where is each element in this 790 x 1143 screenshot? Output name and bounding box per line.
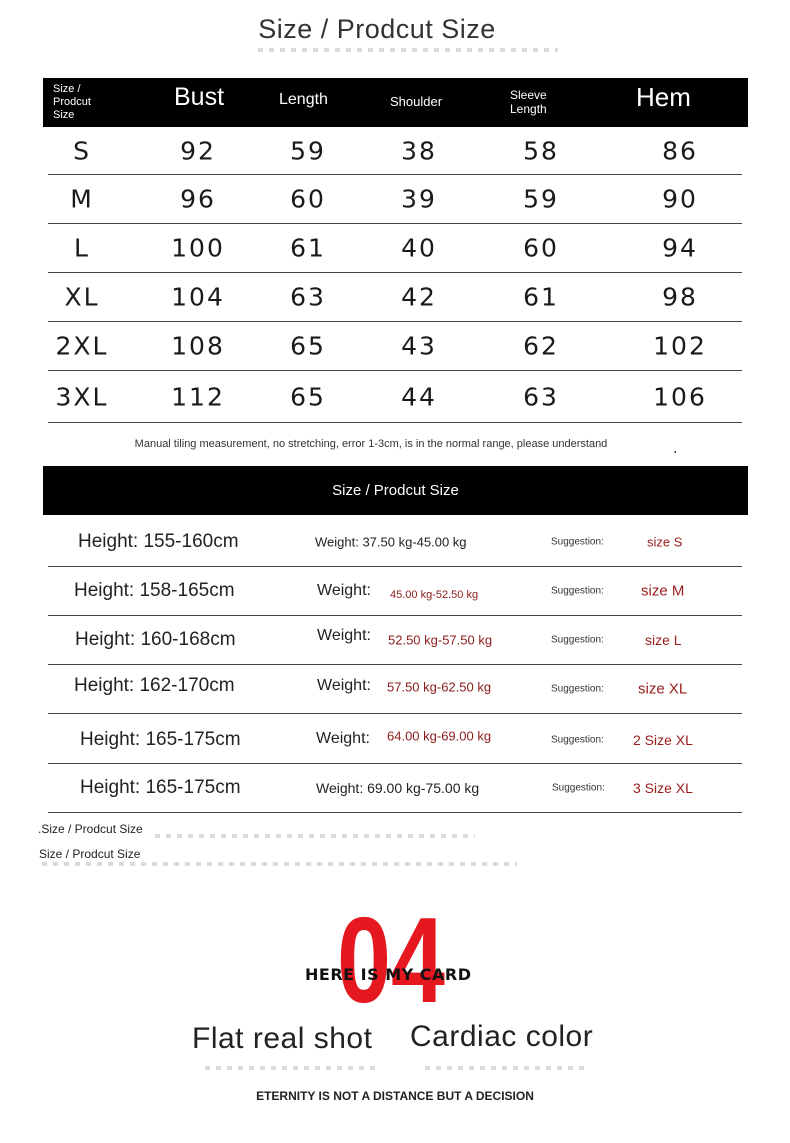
- weight-range: Weight: 37.50 kg-45.00 kg: [315, 534, 467, 550]
- header-size: Size / Prodcut Size: [53, 83, 91, 121]
- table-row: [48, 764, 742, 813]
- cell-shoulder: 40: [401, 233, 437, 263]
- footnote-2: Size / Prodcut Size: [39, 847, 141, 861]
- cell-bust: 108: [171, 331, 225, 361]
- weight-range: 64.00 kg-69.00 kg: [387, 728, 492, 744]
- cell-hem: 86: [662, 136, 698, 165]
- cell-shoulder: 42: [401, 282, 437, 312]
- weight-range: 57.50 kg-62.50 kg: [387, 679, 492, 695]
- cell-bust: 104: [171, 282, 225, 312]
- size-table-body: [43, 127, 748, 423]
- header-hem: Hem: [636, 82, 691, 112]
- table-row: [48, 273, 742, 322]
- header-sleeve-length: Sleeve Length: [510, 88, 547, 116]
- table-row: [48, 224, 742, 273]
- cell-length: 65: [290, 382, 326, 411]
- cell-size: XL: [64, 282, 100, 312]
- recommendation-table: [48, 518, 742, 813]
- card-number-graphic: [335, 906, 447, 1010]
- note-dot: .: [673, 441, 678, 457]
- cell-length: 63: [290, 282, 326, 312]
- tagline: ETERNITY IS NOT A DISTANCE BUT A DECISION: [256, 1089, 534, 1103]
- cell-size: M: [70, 184, 94, 214]
- suggestion-label: Suggestion:: [551, 585, 604, 597]
- table-row: [48, 127, 742, 175]
- cell-size: S: [73, 136, 91, 165]
- size-table: [43, 78, 748, 423]
- cell-sleeve: 58: [523, 136, 559, 165]
- flat-real-shot-label: Flat real shot: [192, 1022, 373, 1055]
- cell-size: 3XL: [55, 382, 109, 411]
- cell-length: 59: [290, 136, 326, 165]
- cell-sleeve: 59: [523, 184, 559, 214]
- cell-sleeve: 61: [523, 282, 559, 312]
- cell-sleeve: 62: [523, 331, 559, 361]
- suggestion-label: Suggestion:: [551, 536, 604, 548]
- footnote-1: .Size / Prodcut Size: [38, 822, 143, 836]
- height-range: Height: 162-170cm: [74, 675, 235, 696]
- suggestion-label: Suggestion:: [551, 734, 604, 746]
- cell-length: 61: [290, 233, 326, 263]
- weight-range: 45.00 kg-52.50 kg: [390, 589, 479, 601]
- cell-hem: 98: [662, 282, 698, 312]
- height-range: Height: 158-165cm: [74, 580, 235, 601]
- faded-footnote-line-1: [155, 834, 475, 838]
- height-range: Height: 155-160cm: [78, 531, 239, 552]
- cell-size: 2XL: [55, 331, 109, 361]
- table-row: [48, 371, 742, 423]
- cardiac-color-label: Cardiac color: [410, 1020, 594, 1053]
- faded-line-left: [205, 1066, 375, 1070]
- cell-shoulder: 38: [401, 136, 437, 165]
- suggestion-label: Suggestion:: [551, 683, 604, 695]
- card-number: 04: [337, 906, 446, 1010]
- cell-length: 65: [290, 331, 326, 361]
- size-table-header: [43, 78, 748, 127]
- cell-sleeve: 63: [523, 382, 559, 411]
- cell-hem: 106: [653, 382, 707, 411]
- weight-range: 52.50 kg-57.50 kg: [388, 632, 493, 648]
- cell-hem: 94: [662, 233, 698, 263]
- weight-label: Weight:: [316, 730, 370, 747]
- cell-hem: 90: [662, 184, 698, 214]
- weight-range: Weight: 69.00 kg-75.00 kg: [316, 780, 480, 796]
- faded-subtitle: [258, 48, 558, 52]
- table-row: [48, 567, 742, 616]
- cell-bust: 112: [171, 382, 225, 411]
- height-range: Height: 160-168cm: [75, 629, 236, 650]
- measurement-note: Manual tiling measurement, no stretching, error 1-3cm, is in the normal range, please understand: [134, 438, 608, 450]
- cell-shoulder: 44: [401, 382, 437, 411]
- cell-shoulder: 39: [401, 184, 437, 214]
- page-title: Size / Prodcut Size: [258, 14, 496, 44]
- cell-bust: 92: [180, 136, 216, 165]
- table-row: [48, 175, 742, 224]
- cell-sleeve: 60: [523, 233, 559, 263]
- weight-label: Weight:: [317, 582, 371, 599]
- cell-bust: 96: [180, 184, 216, 214]
- cell-hem: 102: [653, 331, 707, 361]
- header-length: Length: [279, 91, 328, 108]
- recommendation-header: Size / Prodcut Size: [43, 466, 748, 515]
- suggestion-label: Suggestion:: [551, 634, 604, 646]
- cell-shoulder: 43: [401, 331, 437, 361]
- table-row: [48, 665, 742, 714]
- card-caption: HERE IS MY CARD: [305, 965, 472, 984]
- cell-size: L: [74, 233, 90, 263]
- height-range: Height: 165-175cm: [80, 777, 241, 798]
- suggested-size: size M: [641, 582, 685, 600]
- table-row: [48, 518, 742, 567]
- faded-line-right: [425, 1066, 585, 1070]
- suggested-size: size S: [647, 534, 683, 550]
- weight-label: Weight:: [317, 677, 371, 694]
- suggestion-label: Suggestion:: [552, 782, 605, 794]
- suggested-size: 2 Size XL: [633, 732, 693, 748]
- cell-bust: 100: [171, 233, 225, 263]
- suggested-size: 3 Size XL: [633, 780, 693, 796]
- table-row: [48, 714, 742, 764]
- cell-length: 60: [290, 184, 326, 214]
- table-row: [48, 616, 742, 665]
- height-range: Height: 165-175cm: [80, 729, 241, 750]
- suggested-size: size L: [645, 632, 682, 648]
- suggested-size: size XL: [638, 680, 688, 698]
- faded-footnote-line-2: [42, 862, 517, 866]
- table-row: [48, 322, 742, 371]
- weight-label: Weight:: [317, 627, 371, 644]
- header-shoulder: Shoulder: [390, 94, 443, 109]
- header-bust: Bust: [174, 83, 225, 111]
